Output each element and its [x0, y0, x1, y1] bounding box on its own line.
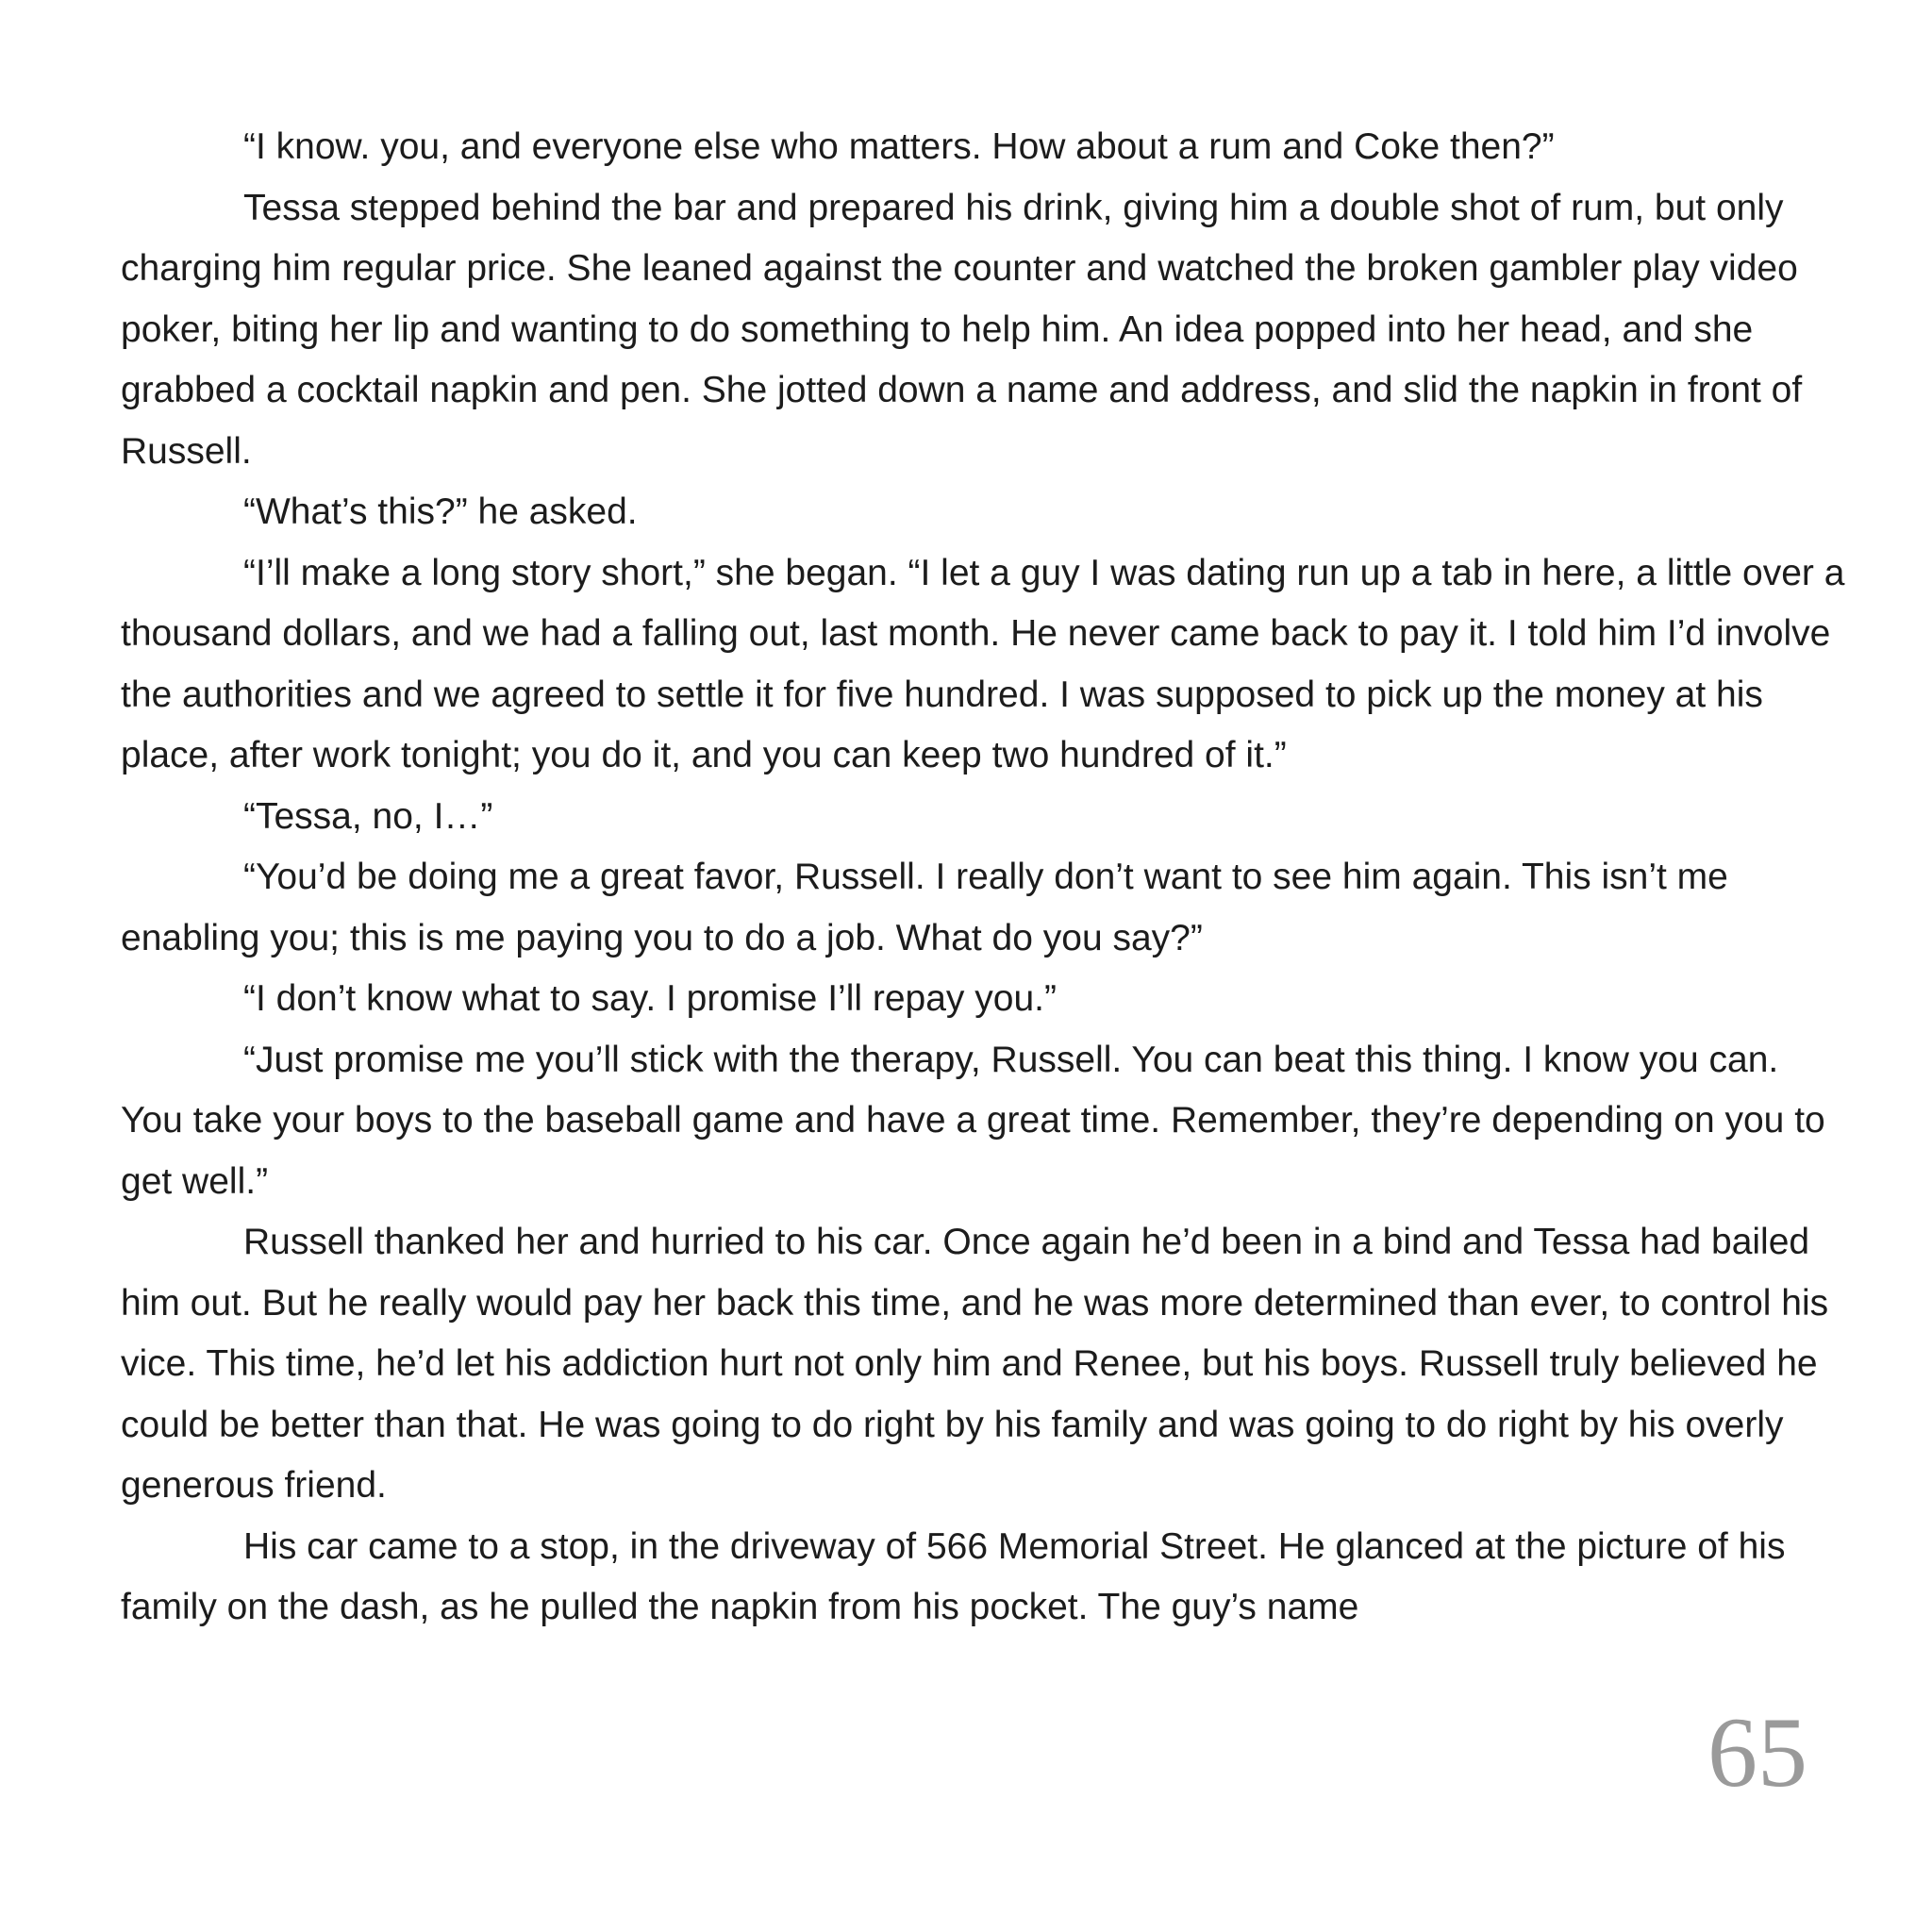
paragraph-4: “I’ll make a long story short,” she began. “I let a guy I was dating run up a tab in here, a little over a thousand dollars, and we had a falling out, last month. He never came back to pay it. I told him I’d involve the authorities and we agreed to settle it for five hundred. I was supposed to pick up the money at his place, after work tonight; you do it, and you can keep two hundred of it.”: [121, 552, 1845, 775]
paragraph-8: “Just promise me you’ll stick with the therapy, Russell. You can beat this thing. I know you can. You take your boys to the baseball game and have a great time. Remember, they’re depending on you to get well.”: [121, 1039, 1825, 1202]
paragraph-1: “I know. you, and everyone else who matters. How about a rum and Coke then?”: [243, 126, 1555, 167]
paragraph-3: “What’s this?” he asked.: [243, 491, 638, 532]
page-number: 65: [1707, 1697, 1807, 1807]
paragraph-2: Tessa stepped behind the bar and prepared his drink, giving him a double shot of rum, but only charging him regular price. She leaned against the counter and watched the broken gambler play video poker, biting her lip and wanting to do something to help him. An idea popped into her head, and she grabbed a cocktail napkin and pen. She jotted down a name and address, and slid the napkin in front of Russell.: [121, 187, 1803, 472]
paragraph-5: “Tessa, no, I…”: [243, 795, 493, 837]
paragraph-9: Russell thanked her and hurried to his car. Once again he’d been in a bind and Tessa had bailed him out. But he really would pay her back this time, and he was more determined than ever, to control his vice. This time, he’d let his addiction hurt not only him and Renee, but his boys. Russell truly believed he could be better than that. He was going to do right by his family and was going to do right by his overly generous friend.: [121, 1222, 1829, 1506]
body-text: [121, 117, 1847, 1639]
paragraph-7: “I don’t know what to say. I promise I’ll repay you.”: [243, 978, 1057, 1019]
paragraph-6: “You’d be doing me a great favor, Russell. I really don’t want to see him again. This isn’t me enabling you; this is me paying you to do a job. What do you say?”: [121, 857, 1728, 958]
paragraph-10: His car came to a stop, in the driveway of 566 Memorial Street. He glanced at the picture of his family on the dash, as he pulled the napkin from his pocket. The guy’s name: [121, 1525, 1786, 1627]
